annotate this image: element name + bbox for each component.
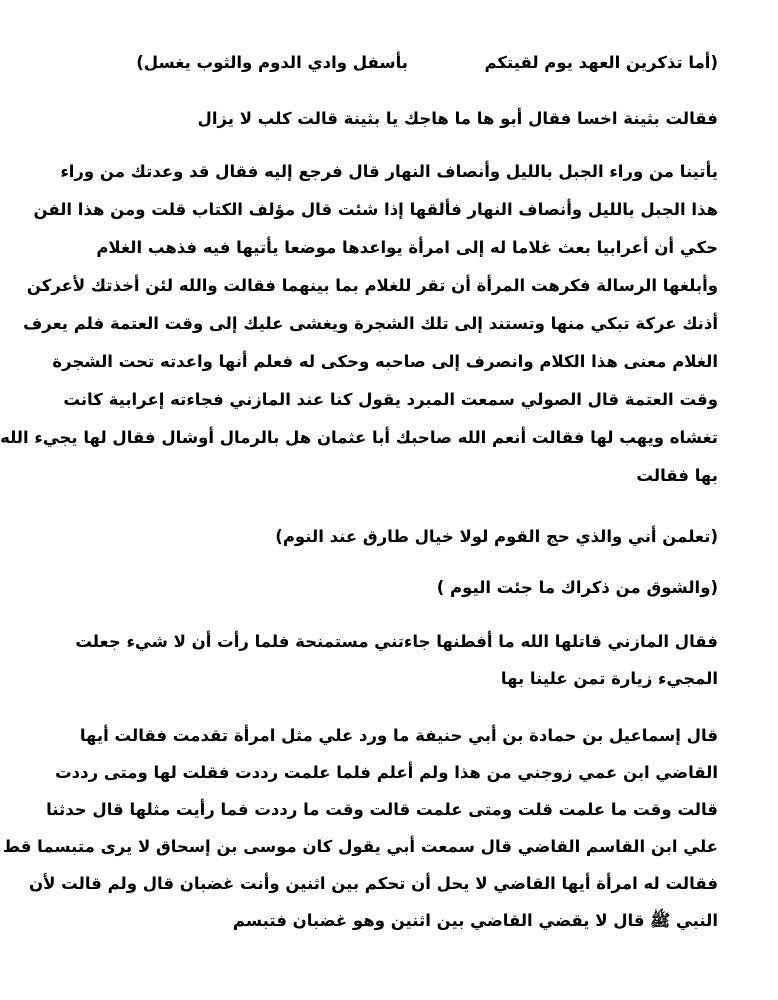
paragraph-2-line: الغلام معنى هذا الكلام وانصرف إلى صاحبه وحكى له فعلم أنها واعدته تحت الشجرة [52, 352, 718, 371]
verse-second-hemistich: بأسفل وادي الدوم والثوب يغسل) [136, 53, 408, 72]
paragraph-2-line: هذا الجبل بالليل وأنصاف النهار فألقها إذا شئت قال مؤلف الكتاب قلت ومن هذا الفن [33, 200, 718, 219]
paragraph-3-line: فقال المازني قاتلها الله ما أفطنها جاءتني مستمنحة فلما رأت أن لا شيء جعلت [75, 632, 718, 651]
verse-2: (تعلمن أني والذي حج القوم لولا خيال طارق عند النوم) [275, 527, 718, 546]
paragraph-4-line: القاضي ابن عمي زوجني من هذا ولم أعلم فلما علمت رددت فقلت لها ومتى رددت [55, 763, 718, 782]
paragraph-2-line: أذنك عركة تبكي منها وتستند إلى تلك الشجرة ويغشى عليك إلى وقت العتمة فلم يعرف [23, 314, 718, 333]
paragraph-2-line: يأتينا من وراء الجبل بالليل وأنصاف النهار قال فرجع إليه فقال قد وعدتك من وراء [60, 162, 718, 181]
paragraph-4-line: علي ابن القاسم القاضي قال سمعت أبي يقول كان موسى بن إسحاق لا يرى متبسما قط [2, 837, 718, 856]
paragraph-4-line: قال إسماعيل بن حمادة بن أبي حنيفة ما ورد علي مثل امرأة تقدمت فقالت أيها [79, 726, 718, 745]
paragraph-4-line: قالت وقت ما علمت قلت ومتى علمت قالت وقت ما رددت فما رأيت مثلها قال حدثنا [46, 800, 718, 819]
verse-first-hemistich: (أما تذكرين العهد يوم لقيتكم [484, 53, 718, 72]
paragraph-2-line: وأبلغها الرسالة فكرهت المرأة أن تقر للغلام بما بينهما فقالت والله لئن أخذتك لأعركن [26, 276, 718, 295]
paragraph-4-line: فقالت له امرأة أيها القاضي لا يحل أن تحكم بين اثنين وأنت غضبان قال ولم قالت لأن [29, 874, 718, 893]
paragraph-4-line: النبي ﷺ قال لا يقضي القاضي بين اثنين وهو غضبان فتبسم [232, 911, 718, 930]
paragraph-2-line: حكي أن أعرابيا بعث غلاما له إلى امرأة يواعدها موضعا يأتيها فيه فذهب الغلام [96, 238, 718, 257]
paragraph-2-line: بها فقالت [636, 466, 718, 485]
paragraph-1-line: فقالت بثينة اخسا فقال أبو ها ما هاجك يا بثينة قالت كلب لا يزال [197, 109, 718, 128]
paragraph-3-line: المجيء زيارة تمن علينا بها [500, 669, 718, 688]
verse-3: (والشوق من ذكراك ما جئت اليوم ) [436, 578, 718, 597]
paragraph-2-line: تغشاه ويهب لها فقالت أنعم الله صاحبك أبا عثمان هل بالرمال أوشال فقال لها يجيء الله [0, 428, 718, 447]
paragraph-2-line: وقت العتمة قال الصولي سمعت المبرد يقول كنا عند المازني فجاءته إعرابية كانت [63, 390, 718, 409]
